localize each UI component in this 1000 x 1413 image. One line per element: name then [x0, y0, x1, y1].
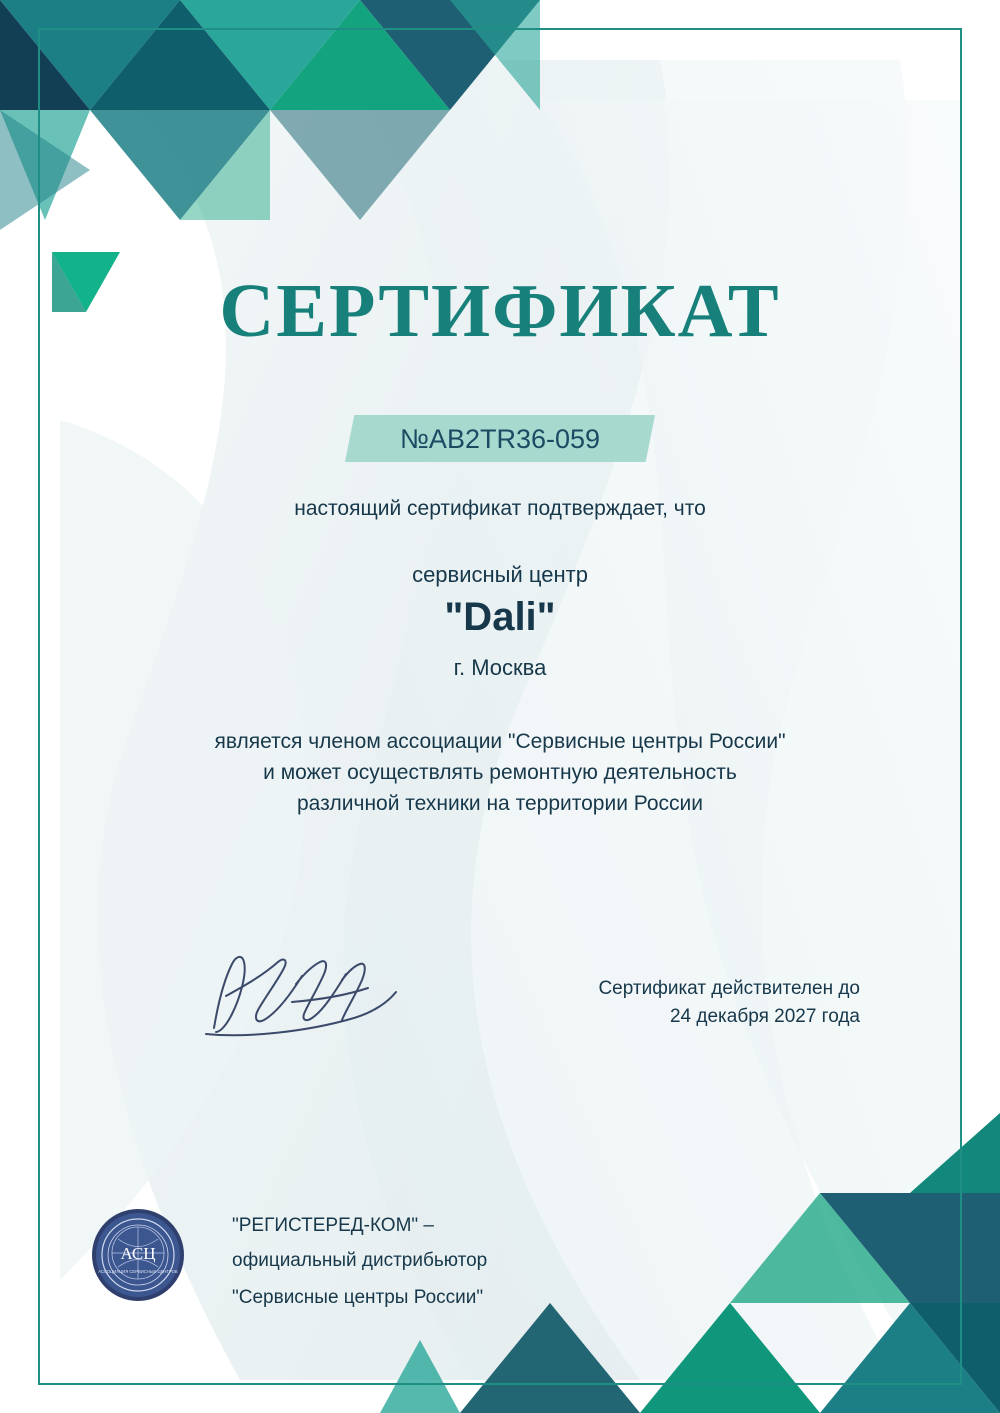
- signature-icon: [196, 940, 416, 1050]
- footer-line-3: "Сервисные центры России": [232, 1287, 484, 1308]
- body-text-line-2: и может осуществлять ремонтную деятельность: [263, 761, 737, 784]
- page-title: СЕРТИФИКАТ: [219, 269, 781, 353]
- body-text-line-1: является членом ассоциации "Сервисные центры России": [214, 730, 786, 753]
- company-name: "Dali": [444, 595, 556, 639]
- svg-text:АСЦ: АСЦ: [120, 1244, 156, 1263]
- entity-type: сервисный центр: [412, 562, 588, 587]
- certificate-number: №AB2TR36-059: [399, 424, 601, 454]
- company-city: г. Москва: [453, 655, 547, 680]
- body-text-line-3: различной техники на территории России: [297, 792, 703, 815]
- svg-text:АССОЦИАЦИЯ СЕРВИСНЫХ ЦЕНТРОВ: АССОЦИАЦИЯ СЕРВИСНЫХ ЦЕНТРОВ: [98, 1269, 178, 1274]
- footer-line-1: "РЕГИСТЕРЕД-КОМ" –: [232, 1215, 434, 1236]
- footer-line-2: официальный дистрибьютор: [232, 1250, 488, 1271]
- association-seal-icon: [88, 1205, 188, 1305]
- validity-date: 24 декабря 2027 года: [669, 1006, 860, 1027]
- validity-label: Сертификат действителен до: [598, 978, 860, 999]
- confirmation-text: настоящий сертификат подтверждает, что: [294, 497, 706, 520]
